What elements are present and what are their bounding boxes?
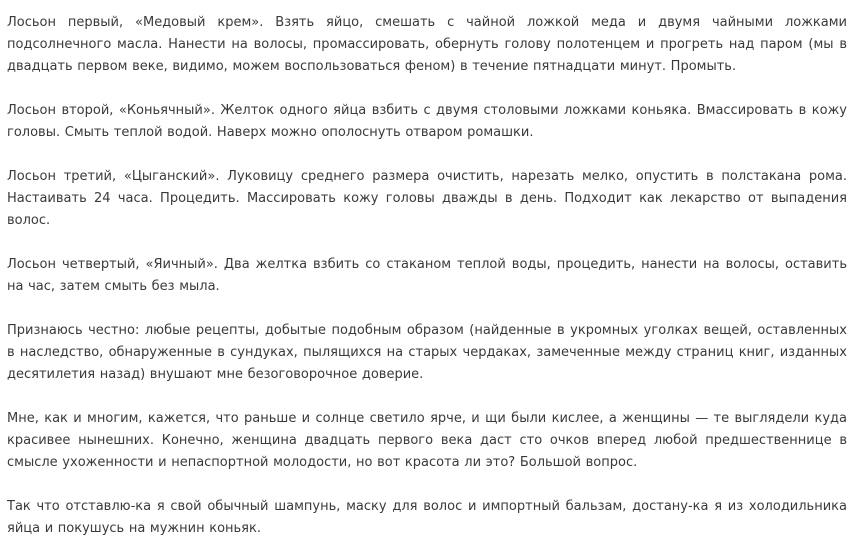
paragraph-honey-lotion: Лосьон первый, «Медовый крем». Взять яйцо, смешать с чайной ложкой меда и двумя чайными ложками подсолнечного масла. Нанести на волосы, промассировать, обернуть голову полотенцем и прогреть над паром (мы в двадцать первом веке, видимо, можем воспользоваться феном) в течение пятнадцати минут. Промыть. — [7, 15, 847, 74]
paragraph-egg-lotion: Лосьон четвертый, «Яичный». Два желтка взбить со стаканом теплой воды, процедить, нанести на волосы, оставить на час, затем смыть без мыла. — [7, 257, 847, 294]
paragraph-gypsy-lotion: Лосьон третий, «Цыганский». Луковицу среднего размера очистить, нарезать мелко, опустить в полстакана рома. Настаивать 24 часа. Процедить. Массировать кожу головы дважды в день. Подходит как лекарство от выпадения волос. — [7, 169, 847, 228]
paragraph-cognac-lotion: Лосьон второй, «Коньячный». Желток одного яйца взбить с двумя столовыми ложками коньяка. Вмассировать в кожу головы. Смыть теплой водой. Наверх можно ополоснуть отваром ромашки. — [7, 103, 847, 140]
paragraph-conclusion: Так что отставлю-ка я свой обычный шампунь, маску для волос и импортный бальзам, достану-ка я из холодильника яйца и покушусь на мужнин коньяк. — [7, 499, 847, 536]
paragraph-confession: Признаюсь честно: любые рецепты, добытые подобным образом (найденные в укромных уголках вещей, оставленных в наследство, обнаруженные в сундуках, пылящихся на старых чердаках, замеченные между страниц книг, изданных десятилетия назад) внушают мне безоговорочное доверие. — [7, 323, 847, 382]
paragraph-beauty-reflection: Мне, как и многим, кажется, что раньше и солнце светило ярче, и щи были кислее, а женщины — те выглядели куда красивее нынешних. Конечно, женщина двадцать первого века даст сто очков вперед любой предшественнице в смысле ухоженности и непаспортной молодости, но вот красота ли это? Большой вопрос. — [7, 411, 847, 470]
